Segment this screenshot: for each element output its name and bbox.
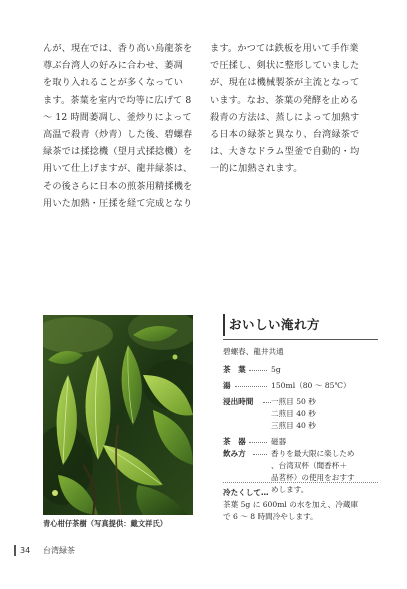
body-line: んが、現在では、香り高い烏龍茶を xyxy=(43,43,193,54)
photo-caption: 青心柑仔茶樹（写真提供：戴文祥氏） xyxy=(43,519,168,528)
brew-value xyxy=(271,380,351,392)
brew-title-marker xyxy=(223,314,378,336)
value-line: めします。 xyxy=(271,485,309,494)
leader-dots xyxy=(249,370,267,371)
value-line: 磁器 xyxy=(271,437,287,446)
brew-label: 湯 xyxy=(223,381,231,390)
body-line: で圧揉し、剣状に整形していました xyxy=(210,60,360,72)
body-line: を取り入れることが多くなってい xyxy=(43,77,184,89)
brew-value xyxy=(271,448,355,496)
value-line: 三煎目 40 秒 xyxy=(271,421,316,430)
value-line: 二煎目 40 秒 xyxy=(271,409,316,418)
body-line: 用いた加熱・圧揉を経て完成となり xyxy=(43,197,193,209)
brew-label: 茶 器 xyxy=(223,437,246,446)
brew-row-time xyxy=(223,396,378,432)
brew-label: 浸出時間 xyxy=(223,397,254,406)
body-line: 高温で殺青（炒青）した後、碧螺春 xyxy=(43,129,193,141)
value-line: 150ml（80 ～ 85℃） xyxy=(271,381,351,390)
body-line: ます。茶葉を室内で均等に広げて 8 xyxy=(43,94,192,106)
body-line: 緑茶では揉捻機（望月式揉捻機）を xyxy=(43,146,193,158)
body-line: います。なお、茶葉の発酵を止める xyxy=(210,94,359,106)
body-line: 尊ぶ台湾人の好みに合わせ、萎凋 xyxy=(43,60,183,72)
body-line: る日本の緑茶と異なり、台湾緑茶で xyxy=(210,129,360,141)
brew-label: 茶 葉 xyxy=(223,365,246,374)
value-line: 5g xyxy=(271,365,281,374)
body-line: が、現在は機械製茶が主流となって xyxy=(210,77,360,89)
brew-title: おいしい淹れ方 xyxy=(229,317,321,332)
brew-row-water xyxy=(223,380,378,392)
page-number: 34 xyxy=(20,546,31,555)
value-line: 香りを最大限に楽しため xyxy=(271,449,355,458)
tea-leaves-photo xyxy=(43,315,193,515)
brewing-guide xyxy=(223,314,378,521)
body-line: 一的に加熱されます。 xyxy=(210,163,303,175)
leader-dots xyxy=(249,442,267,443)
cold-brew-text xyxy=(223,499,378,523)
leader-dots xyxy=(253,454,267,455)
title-rule xyxy=(223,339,378,340)
cold-line: で 6 ～ 8 時間冷やします。 xyxy=(223,512,318,521)
body-line: 殺青の方法は、蒸しによって加熱す xyxy=(210,111,360,123)
body-line: は、大きなドラム型釜で自動的・均 xyxy=(210,146,360,158)
brew-row-leaves xyxy=(223,364,378,376)
body-line: 用いて仕上げますが、龍井緑茶は、 xyxy=(43,163,193,175)
leader-dots xyxy=(235,386,267,387)
leader-dots xyxy=(263,402,271,403)
tea-leaves-illustration xyxy=(43,315,193,515)
body-line: ます。かつては鉄板を用いて手作業 xyxy=(210,43,359,54)
value-line: 、台湾双杯（聞香杯＋ xyxy=(271,461,347,470)
brew-label: 飲み方 xyxy=(223,449,246,458)
cold-line: 茶葉 5g に 600ml の水を加え、冷蔵庫 xyxy=(223,500,359,509)
brew-value xyxy=(271,396,316,432)
running-title: 台湾緑茶 xyxy=(43,546,75,555)
brew-value xyxy=(271,364,281,376)
body-text-right xyxy=(210,40,380,178)
value-line: 品茗杯）の使用をおすす xyxy=(271,473,355,482)
cold-separator xyxy=(223,482,378,483)
body-text-left xyxy=(43,40,213,212)
brew-value xyxy=(271,436,286,448)
cold-brew-title: 冷たくして… xyxy=(223,488,269,497)
footer-bar xyxy=(14,545,16,556)
body-line: ～ 12 時間萎凋し、釜炒りによって xyxy=(43,111,192,123)
value-line: 一煎目 50 秒 xyxy=(271,397,316,406)
body-line: その後さらに日本の煎茶用精揉機を xyxy=(43,180,193,192)
tea-names: 碧螺春、龍井共通 xyxy=(223,347,284,356)
brew-row-teaware xyxy=(223,436,378,448)
